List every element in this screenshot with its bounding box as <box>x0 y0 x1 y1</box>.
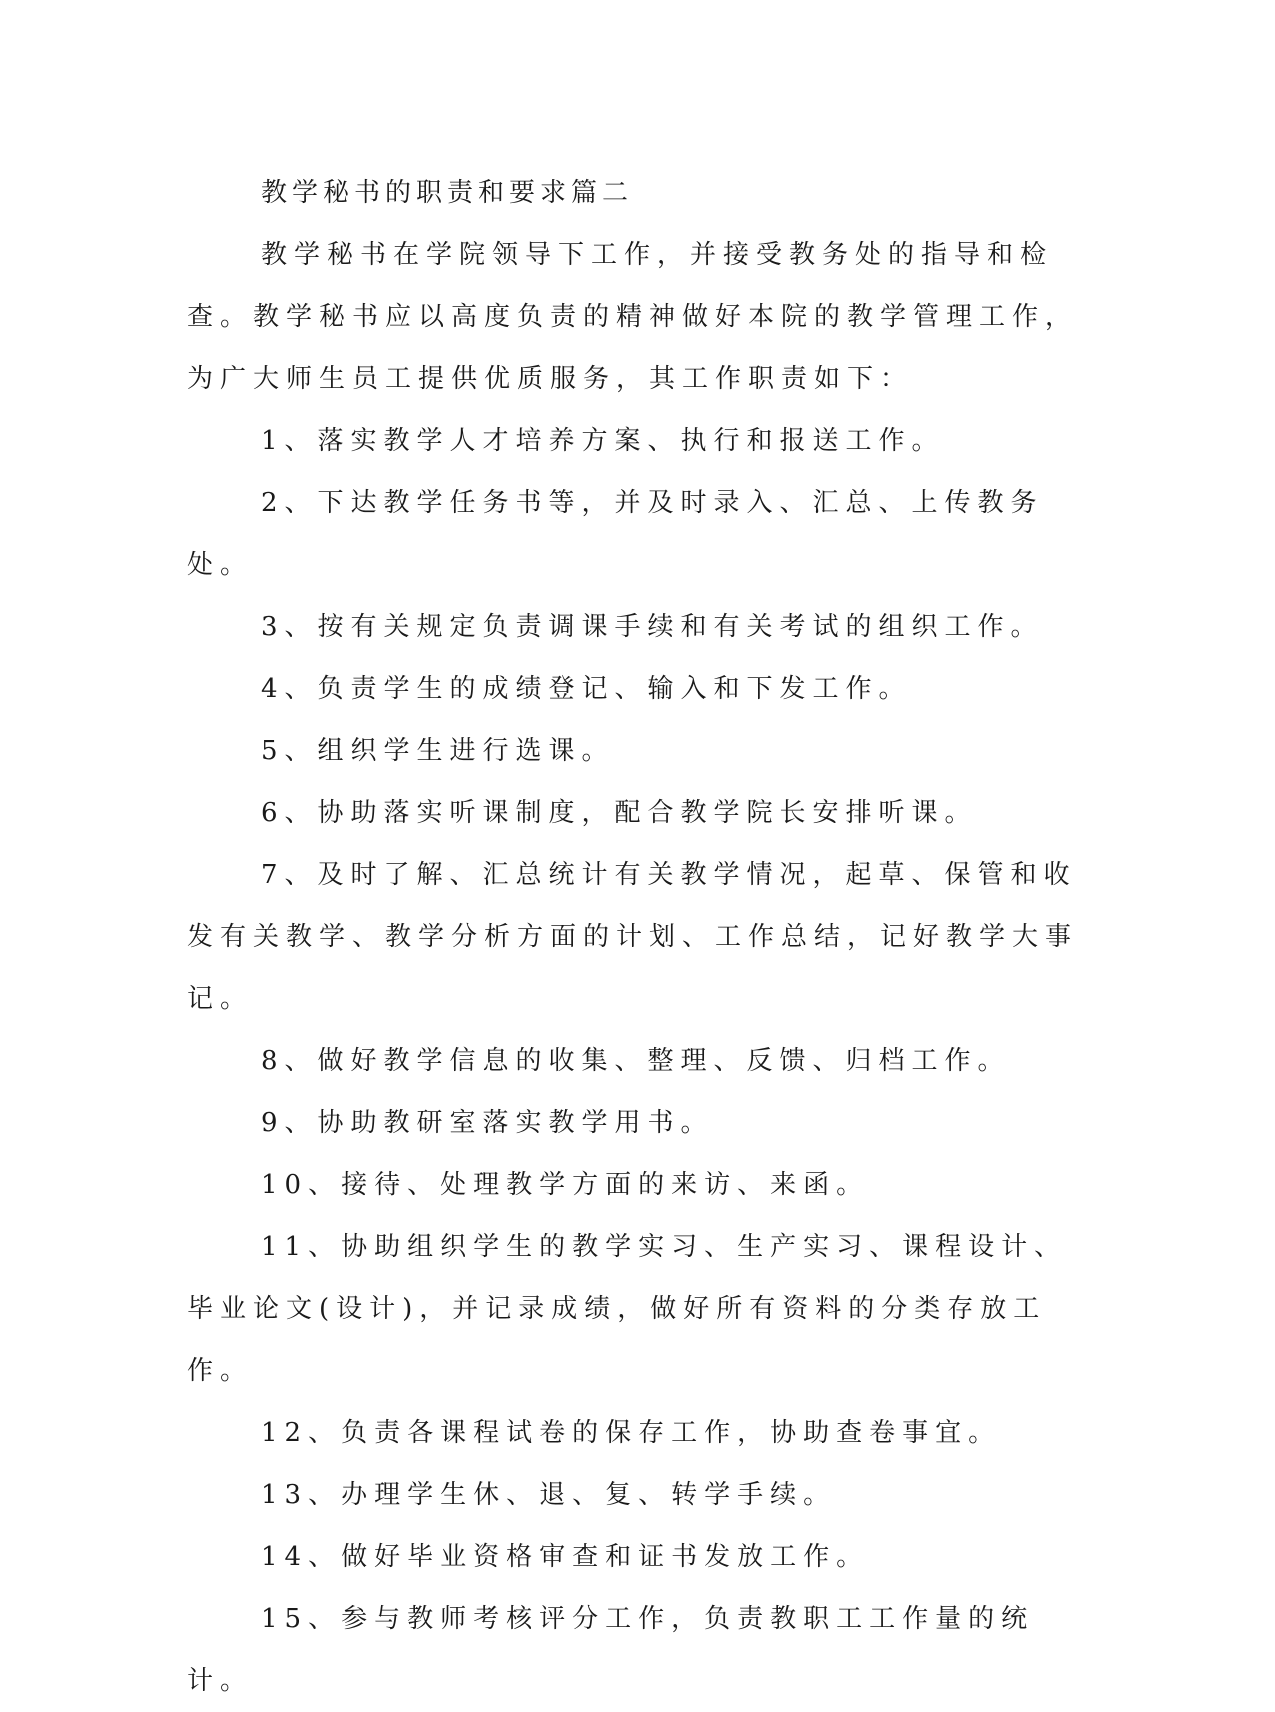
list-item: 11、协助组织学生的教学实习、生产实习、课程设计、毕业论文(设计)，并记录成绩，做好所有资料的分类存放工作。 <box>187 1232 1068 1386</box>
list-item: 7、及时了解、汇总统计有关教学情况，起草、保管和收发有关教学、教学分析方面的计划、工作总结，记好教学大事记。 <box>187 860 1079 1014</box>
list-item: 4、负责学生的成绩登记、输入和下发工作。 <box>261 674 912 704</box>
intro-paragraph: 教学秘书在学院领导下工作，并接受教务处的指导和检查。教学秘书应以高度负责的精神做好本院的教学管理工作，为广大师生员工提供优质服务，其工作职责如下： <box>187 240 1079 394</box>
list-item: 15、参与教师考核评分工作，负责教职工工作量的统计。 <box>187 1604 1035 1696</box>
list-item: 8、做好教学信息的收集、整理、反馈、归档工作。 <box>261 1046 1011 1076</box>
list-item: 6、协助落实听课制度，配合教学院长安排听课。 <box>261 798 978 828</box>
list-item: 10、接待、处理教学方面的来访、来函。 <box>261 1170 870 1200</box>
list-item: 3、按有关规定负责调课手续和有关考试的组织工作。 <box>261 612 1044 642</box>
list-item: 14、做好毕业资格审查和证书发放工作。 <box>261 1542 870 1572</box>
list-item: 12、负责各课程试卷的保存工作，协助查卷事宜。 <box>261 1418 1002 1448</box>
document-body <box>187 162 1089 1712</box>
list-item: 2、下达教学任务书等，并及时录入、汇总、上传教务处。 <box>187 488 1044 580</box>
list-item: 9、协助教研室落实教学用书。 <box>261 1108 714 1138</box>
list-item: 1、落实教学人才培养方案、执行和报送工作。 <box>261 426 945 456</box>
document-title: 教学秘书的职责和要求篇二 <box>261 178 634 208</box>
list-item: 5、组织学生进行选课。 <box>261 736 615 766</box>
list-item: 13、办理学生休、退、复、转学手续。 <box>261 1480 837 1510</box>
